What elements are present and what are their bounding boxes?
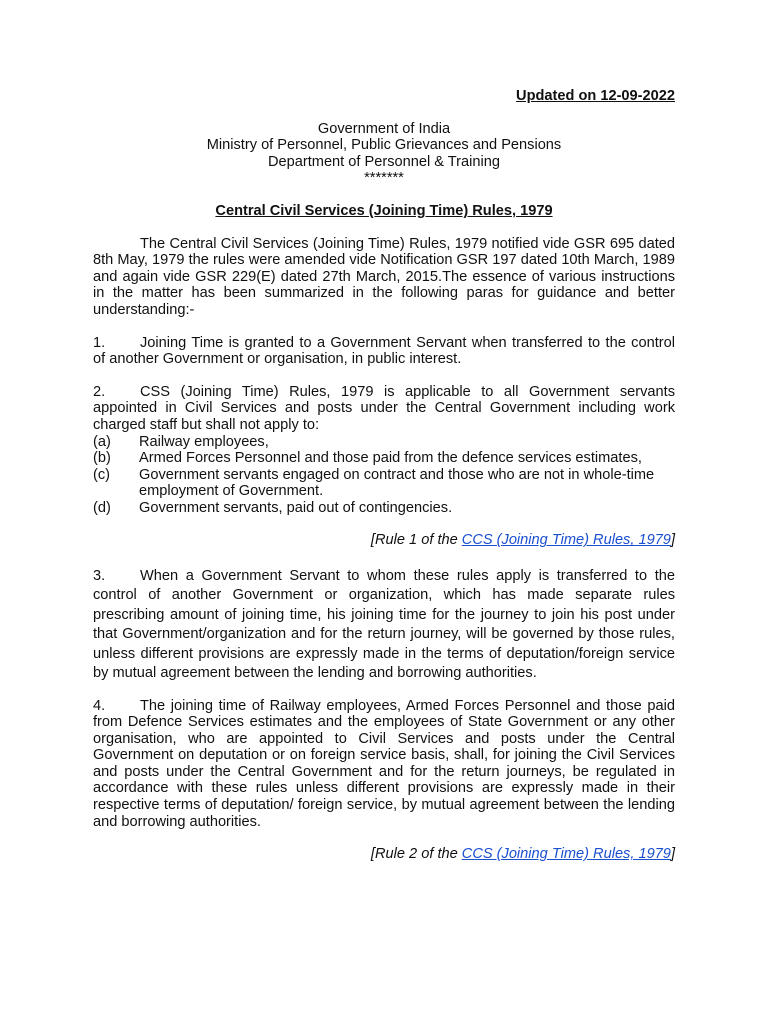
header-government: Government of India (317, 120, 451, 137)
list-item-label: (c) (93, 466, 111, 483)
paragraph-text: Joining Time is granted to a Government Servant when transferred to the control of another Government or organisation, in public interest. (93, 334, 675, 368)
document-title: Central Civil Services (Joining Time) Rules, 1979 (215, 202, 553, 219)
rule-reference-prefix: [Rule 2 of the (370, 846, 462, 863)
paragraph-number: 2. (93, 383, 106, 400)
paragraph-text: The joining time of Railway employees, Armed Forces Personnel and those paid from Defence Services estimates and the employees of State Government or any other organisation, who are appointed to Civil Services and posts under the Central Government on deputation or on foreign service basis, shall, for joining the Civil Services and posts under the Central Government and for the return journeys, be regulated in accordance with these rules unless different provisions are expressly made in their respective terms of deputation/ foreign service, by mutual agreement between the lending and borrowing authorities. (93, 697, 675, 830)
rule-reference-suffix: ] (670, 532, 675, 549)
ccs-rules-link[interactable]: CCS (Joining Time) Rules, 1979 (461, 846, 671, 863)
list-item (93, 434, 675, 451)
list-item-text: Armed Forces Personnel and those paid from the defence services estimates, (139, 450, 642, 467)
ccs-rules-link[interactable]: CCS (Joining Time) Rules, 1979 (461, 532, 671, 549)
header-stars: ******* (364, 170, 404, 187)
list-item-text: Government servants, paid out of contingencies. (139, 499, 453, 516)
paragraph-number: 4. (93, 697, 106, 714)
list-item-text: Railway employees, (139, 433, 269, 450)
updated-date: Updated on 12-09-2022 (516, 88, 675, 104)
rule-reference-suffix: ] (670, 846, 675, 863)
paragraph-text: CSS (Joining Time) Rules, 1979 is applicable to all Government servants appointed in Civil Services and posts under the Central Government including work charged staff but shall not apply to: (93, 383, 675, 433)
paragraph-3 (93, 567, 675, 683)
paragraph-4 (93, 698, 675, 831)
list-item (93, 467, 675, 500)
document-header (93, 121, 675, 187)
header-department: Department of Personnel & Training (267, 153, 500, 170)
header-ministry: Ministry of Personnel, Public Grievances and Pensions (206, 137, 562, 154)
list-item-text: Government servants engaged on contract and those who are not in whole-time employment of Government. (139, 466, 655, 500)
paragraph-number: 3. (93, 568, 106, 585)
paragraph-text: When a Government Servant to whom these rules apply is transferred to the control of another Government or organization, which has made separate rules prescribing amount of joining time, his joining time for the journey to join his post under that Government/organization and for the return journey, will be governed by those rules, unless different provisions are expressly made in the terms of deputation/foreign service by mutual agreement between the lending and borrowing authorities. (93, 568, 675, 682)
exclusion-list (93, 434, 675, 517)
paragraph-1 (93, 335, 675, 368)
paragraph-2 (93, 384, 675, 434)
list-item (93, 500, 675, 517)
list-item-label: (b) (93, 450, 111, 467)
paragraph-number: 1. (93, 334, 106, 351)
intro-paragraph: The Central Civil Services (Joining Time) Rules, 1979 notified vide GSR 695 dated 8th May, 1979 the rules were amended vide Notification GSR 197 dated 10th March, 1989 and again vide GSR 229(E) dated 27th March, 2015.The essence of various instructions in the matter has been summarized in the following paras for guidance and better understanding:- (93, 235, 675, 318)
document-body (93, 88, 675, 877)
rule-reference-prefix: [Rule 1 of the (370, 532, 462, 549)
list-item (93, 450, 675, 467)
rule-reference-1 (93, 532, 675, 549)
rule-reference-2 (93, 846, 675, 863)
list-item-label: (a) (93, 433, 111, 450)
list-item-label: (d) (93, 499, 111, 516)
